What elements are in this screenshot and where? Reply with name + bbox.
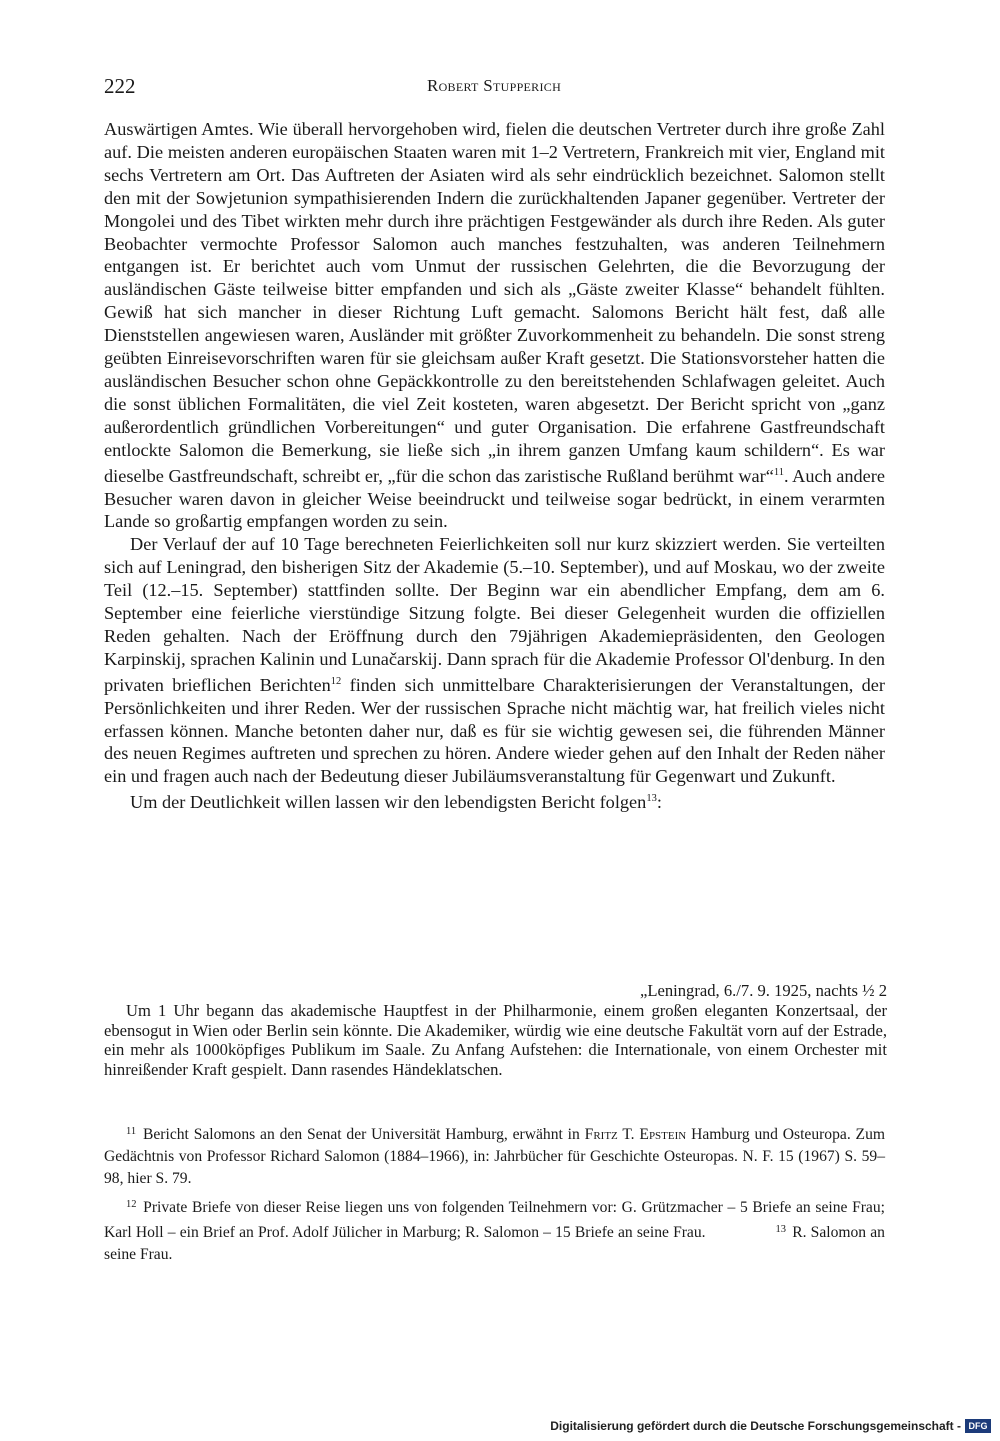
paragraph-3: Um der Deutlichkeit willen lassen wir den lebendigsten Bericht folgen$^{13}$: — [130, 792, 662, 813]
quote-text: Um 1 Uhr begann das akademische Hauptfest in der Philharmonie, einem großen eleganten Konzertsaal, der ebensogut in Wien oder Berlin sein könnte. Die Akademiker, würdig wie eine deutsche Fakultät vorn auf der Estrade, ein mehr als 1000köpfiges Publikum im Saale. Zu Anfang Aufstehen: die Internationale, von einem Orchester mit hinreißender Kraft gespielt. Dann rasendes Händeklatschen. — [104, 1000, 887, 1080]
dfg-logo-icon: DFG — [965, 1419, 991, 1433]
footnote-13: R. Salomon an seine Frau. — [104, 1224, 885, 1263]
paragraph-1: Auswärtigen Amtes. Wie überall hervorgehoben wird, fielen die deutschen Vertreter durch ihre große Zahl auf. Die meisten anderen europäischen Staaten waren mit 1–2 Vertretern, Frankreich mit vier, England mit sechs Vertretern am Ort. Das Auftreten der Asiaten wird als sehr eindrücklich bezeichnet. Salomon stellt den mit der Sowjetunion sympathisierenden Indern die zurückhaltenden Japaner gegenüber. Vertreter der Mongolei und des Tibet wirkten mehr durch ihre prächtigen Festgewänder als durch ihre Reden. Als guter Beobachter vermochte Professor Salomon auch manches festzuhalten, was anderen Teilnehmern entgangen ist. Er berichtet auch vom Unmut der russischen Gelehrten, die die Bevorzugung der ausländischen Gäste teilweise bitter empfanden und sich als „Gäste zweiter Klasse“ behandelt fühlten. Gewiß hat sich mancher in dieser Richtung Luft gemacht. Salomons Bericht hält fest, daß alle Dienststellen angewiesen waren, Ausländer mit größter Zuvorkommenheit zu behandeln. Die sonst streng geübten Einreisevorschriften waren für sie gleichsam außer Kraft gesetzt. Die Stationsvorsteher hatten die ausländischen Besucher schon ohne Gepäckkontrolle zu den bereitstehenden Schlafwagen geleitet. Auch die sonst üblichen Formalitäten, die viel Zeit kosteten, waren abgesetzt. Der Bericht spricht von „ganz außerordentlich gründlichen Vorbereitungen“ und guter Organisation. Die erfahrene Gastfreundschaft entlockte Salomon die Bemerkung, sie ließe sich „in ihrem ganzen Umfang kaum schildern“. Es war dieselbe Gastfreundschaft, schreibt er, „für die schon das zaristische Rußland berühmt war“$^{11}$. Auch andere Besucher waren davon in gleicher Weise beeindruckt und teilweise sogar bedrückt, in einem verarmten Lande so großartig empfangen worden zu sein. — [104, 119, 885, 532]
footnote-12: $^{12}$ Private Briefe von dieser Reise liegen uns von folgenden Teilnehmern vor: G. Grützmacher – 5 Briefe an seine Frau; Karl Holl – ein Brief an Prof. Adolf Jülicher in Marburg; R. Salomon – 15 Briefe an seine Frau. $^{13}$ R. Salomon an seine Frau. — [104, 1199, 885, 1263]
quote-date-line: „Leningrad, 6./7. 9. 1925, nachts ½ 2 — [639, 981, 887, 1000]
footnote-ref-12: 12 — [330, 675, 342, 687]
credit-text: Digitalisierung gefördert durch die Deutsche Forschungsgemeinschaft - — [550, 1419, 961, 1433]
page-number: 222 — [104, 74, 136, 98]
block-quote — [104, 981, 887, 1080]
footnote-author: Fritz T. Epstein — [584, 1126, 687, 1143]
footnote-ref-11: 11 — [773, 466, 784, 478]
page-header — [104, 74, 884, 100]
footnote-11: $^{11}$ Bericht Salomons an den Senat der Universität Hamburg, erwähnt in Fritz T. Epstein Hamburg und Osteuropa. Zum Gedächtnis von Professor Richard Salomon (1884–1966), in: Jahrbücher für Geschichte Osteuropas. N. F. 15 (1967) S. 59–98, hier S. 79. — [104, 1126, 886, 1187]
main-text — [104, 118, 885, 814]
footnote-13-mark: 13 — [775, 1224, 787, 1235]
digitization-credit — [550, 1418, 991, 1434]
paragraph-2: Der Verlauf der auf 10 Tage berechneten Feierlichkeiten soll nur kurz skizziert werden. Sie verteilten sich auf Leningrad, den bisherigen Sitz der Akademie (5.–10. September), und auf Moskau, wo der zweite Teil (12.–15. September) stattfinden sollte. Der Beginn war ein abendlicher Empfang, dem am 6. September eine feierliche vierstündige Sitzung folgte. Bei dieser Gelegenheit wurden die offiziellen Reden gehalten. Nach der Eröffnung durch den 79jährigen Akademiepräsidenten, den Geologen Karpinskij, sprachen Kalinin und Lunačarskij. Dann sprach für die Akademie Professor Ol'denburg. In den privaten brieflichen Berichten$^{12}$ finden sich unmittelbare Charakterisierungen der Veranstaltungen, der Persönlichkeiten und ihrer Reden. Wer der russischen Sprache nicht mächtig war, hat freilich vieles nicht erfassen können. Manche betonten daher nur, daß es für sie wichtig gewesen sei, die führenden Männer des neuen Regimes auftreten und sprechen zu hören. Andere wieder gehen auf den Inhalt der Reden näher ein und fragen auch nach der Bedeutung dieser Jubiläumsveranstaltung für Gegenwart und Zukunft. — [104, 534, 885, 787]
footnote-ref-13: 13 — [646, 793, 657, 805]
running-head: Robert Stupperich — [426, 76, 562, 95]
footnotes — [104, 1121, 885, 1270]
